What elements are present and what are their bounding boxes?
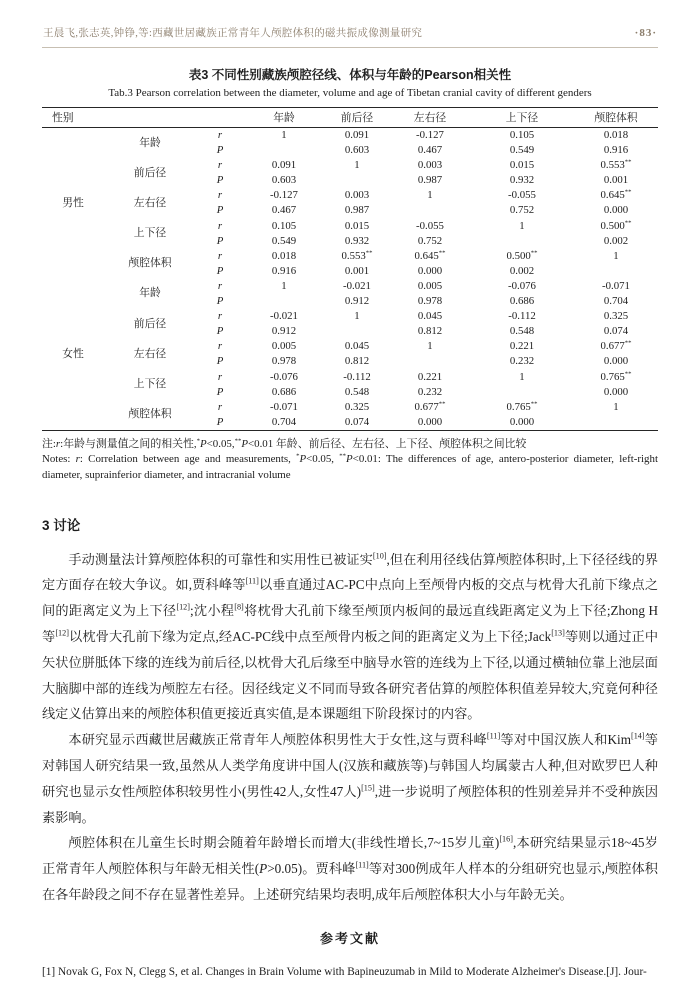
variable-cell: 左右径	[133, 196, 167, 209]
variable-cell: 上下径	[133, 378, 167, 391]
value-cell: 0.105	[271, 219, 297, 232]
table-row	[42, 158, 658, 173]
value-cell: 0.677**	[414, 400, 446, 413]
value-cell: -0.055	[508, 189, 536, 202]
discussion-heading: 3 讨论	[42, 517, 81, 533]
value-cell	[574, 264, 658, 279]
value-cell: 0.686	[509, 295, 535, 308]
variable-cell: 颅腔体积	[128, 408, 172, 421]
value-cell: 0.015	[344, 219, 370, 232]
value-cell: -0.071	[270, 400, 298, 413]
stat-label-cell: P	[216, 385, 224, 398]
value-cell: 0.932	[344, 234, 370, 247]
value-cell: 1	[613, 249, 619, 262]
value-cell: 0.603	[344, 144, 370, 157]
value-cell: 1	[519, 370, 525, 383]
value-cell: 0.645**	[600, 188, 632, 202]
table-row	[42, 219, 658, 234]
stat-label-cell: P	[216, 204, 224, 217]
value-cell: 0.987	[417, 174, 443, 187]
value-cell: 0.686	[271, 385, 297, 398]
reference-item: [1] Novak G, Fox N, Clegg S, et al. Changes in Brain Volume with Bapineuzumab in Mild to Moderate Alzheimer's Disease.[J]. Jour-	[42, 965, 647, 978]
value-cell: 0.978	[417, 295, 443, 308]
value-cell: 0.812	[417, 325, 443, 338]
value-cell: 0.074	[603, 325, 629, 338]
stat-label-cell: r	[217, 159, 223, 172]
value-cell: 0.018	[271, 249, 297, 262]
column-header: 年龄	[244, 108, 324, 128]
running-head	[42, 25, 658, 48]
gender-cell: 女性	[62, 347, 84, 360]
value-cell: -0.021	[270, 310, 298, 323]
value-cell: 0.603	[271, 174, 297, 187]
stat-label-cell: r	[217, 249, 223, 262]
stat-label-cell: r	[217, 400, 223, 413]
value-cell: 0.765**	[600, 369, 632, 383]
discussion-paragraph: 本研究显示西藏世居藏族正常青年人颅腔体积男性大于女性,这与贾科峰[11]等对中国汉族人和Kim[14]等对韩国人研究结果一致,虽然从人类学角度讲中国人(汉族和藏族等)与韩国人均属蒙古人种,但对欧罗巴人种研究也显示女性颅腔体积较男性小(男性42人,女性47人)[15],进一步说明了颅腔体积的性别差异并不受种族因素影响。	[42, 731, 659, 825]
table-row	[42, 279, 658, 294]
pearson-correlation-table	[42, 107, 658, 431]
value-cell: 0.752	[509, 204, 535, 217]
value-cell: 0.003	[344, 189, 370, 202]
column-header: 前后径	[324, 108, 390, 128]
column-header: 左右径	[390, 108, 470, 128]
value-cell: 0.912	[344, 295, 370, 308]
table-row	[42, 339, 658, 354]
value-cell	[390, 354, 470, 369]
value-cell	[470, 234, 574, 249]
table-row	[42, 188, 658, 203]
value-cell: 0.015	[509, 159, 535, 172]
value-cell: 0.005	[417, 279, 443, 292]
running-head-title: 王晨飞,张志英,钟铮,等:西藏世居藏族正常青年人颅腔体积的磁共振成像测量研究	[43, 28, 423, 39]
discussion-paragraph: 手动测量法计算颅腔体积的可靠性和实用性已被证实[10],但在利用径线估算颅腔体积时,上下径径线的界定方面存在较大争议。如,贾科峰等[11]以垂直通过AC-PC中点向上至颅骨内板的交点与枕骨大孔前下缘点之间的距离定义为上下径[12];沈小程[8]将枕骨大孔前下缘至颅顶内板间的最远直线距离定义为上下径;Zhong H等[12]以枕骨大孔前下缘为定点,经AC-PC线中点至颅骨内板之间的距离定义为上下径;Jack[13]等则以通过正中矢状位胼胝体下缘的连线为前后径,以枕骨大孔后缘至中脑导水管的连线为上下径,以通过横轴位靠上池层面大脑脚中部的连线为颅腔左右径。因径线定义不同而导致各研究者估算的颅腔体积值差异较大,究竟何种径线定义估算出来的颅腔体积值更接近真实值,是本课题组下阶段探讨的内容。	[42, 551, 659, 722]
column-header-variable	[104, 108, 196, 128]
stat-label-cell: P	[216, 295, 224, 308]
value-cell: 0.916	[271, 264, 297, 277]
variable-cell: 前后径	[133, 317, 167, 330]
value-cell: 0.325	[344, 400, 370, 413]
variable-cell: 上下径	[133, 227, 167, 240]
value-cell: 0.812	[344, 355, 370, 368]
value-cell: 0.765**	[506, 400, 538, 413]
value-cell: 1	[427, 189, 433, 202]
table-row	[42, 309, 658, 324]
value-cell: 0.221	[417, 370, 443, 383]
value-cell: 0.105	[509, 129, 535, 141]
variable-cell: 颅腔体积	[128, 257, 172, 270]
value-cell: 0.018	[603, 129, 629, 141]
value-cell: 1	[427, 340, 433, 353]
value-cell: 0.987	[344, 204, 370, 217]
value-cell: 0.045	[344, 340, 370, 353]
stat-label-cell: P	[216, 355, 224, 368]
references-heading: 参考文献	[319, 930, 380, 946]
column-header-gender: 性别	[42, 108, 104, 128]
reference-list	[42, 964, 658, 980]
gender-cell: 男性	[62, 196, 84, 209]
stat-label-cell: P	[216, 264, 224, 277]
page-number: ·83·	[634, 27, 657, 39]
value-cell: 1	[354, 159, 360, 172]
stat-label-cell: r	[217, 340, 223, 353]
stat-label-cell: r	[217, 219, 223, 232]
value-cell: 0.000	[603, 355, 629, 368]
value-cell: 0.000	[603, 204, 629, 217]
table-title-cn: 表3 不同性别藏族颅腔径线、体积与年龄的Pearson相关性	[188, 68, 512, 82]
value-cell	[574, 415, 658, 431]
variable-cell: 左右径	[133, 347, 167, 360]
value-cell: 0.548	[509, 325, 535, 338]
value-cell: 0.704	[271, 415, 297, 428]
table-row	[42, 128, 658, 144]
value-cell: -0.021	[343, 279, 371, 292]
value-cell	[470, 385, 574, 400]
table-row	[42, 370, 658, 385]
value-cell: 0.553**	[600, 158, 632, 172]
value-cell: 0.752	[417, 234, 443, 247]
value-cell: -0.112	[508, 310, 536, 323]
value-cell	[390, 203, 470, 218]
column-header: 上下径	[470, 108, 574, 128]
value-cell: 0.500**	[600, 218, 632, 232]
value-cell: -0.076	[508, 279, 536, 292]
value-cell: 0.677**	[600, 339, 632, 353]
stat-label-cell: r	[217, 310, 223, 323]
table-row	[42, 400, 658, 415]
value-cell: -0.112	[343, 370, 371, 383]
value-cell: 0.932	[509, 174, 535, 187]
table-note-en: Notes: r: Correlation between age and measurements, *P<0.05, **P<0.01: The differences of age, antero-posterior diameter, left-right diameter, suprainferior diameter, and intracranial volume	[42, 452, 658, 482]
value-cell: 0.002	[603, 234, 629, 247]
value-cell: 1	[519, 219, 525, 232]
value-cell: 0.978	[271, 355, 297, 368]
value-cell: 0.704	[603, 295, 629, 308]
value-cell: 0.045	[417, 310, 443, 323]
value-cell: 0.232	[509, 355, 535, 368]
value-cell: 0.916	[603, 144, 629, 157]
value-cell: 0.091	[344, 129, 370, 141]
value-cell	[244, 294, 324, 309]
value-cell	[324, 173, 390, 188]
table-row	[42, 249, 658, 264]
stat-label-cell: P	[216, 144, 224, 157]
value-cell: 0.645**	[414, 249, 446, 262]
value-cell: 0.549	[271, 234, 297, 247]
value-cell: 0.549	[509, 144, 535, 157]
value-cell: 0.553**	[341, 249, 373, 262]
value-cell	[324, 324, 390, 339]
value-cell: 0.002	[509, 264, 535, 277]
table-title-en: Tab.3 Pearson correlation between the diameter, volume and age of Tibetan cranial cavity of different genders	[108, 87, 592, 99]
stat-label-cell: P	[216, 415, 224, 428]
stat-label-cell: r	[217, 189, 223, 202]
column-header-stat	[196, 108, 244, 128]
value-cell: 0.005	[271, 340, 297, 353]
value-cell: 0.548	[344, 385, 370, 398]
value-cell: 1	[354, 310, 360, 323]
stat-label-cell: P	[216, 325, 224, 338]
table-notes	[42, 437, 658, 484]
value-cell: 0.232	[417, 385, 443, 398]
stat-label-cell: r	[217, 129, 223, 141]
value-cell: 1	[613, 400, 619, 413]
value-cell: 0.467	[271, 204, 297, 217]
value-cell: -0.127	[270, 189, 298, 202]
stat-label-cell: P	[216, 234, 224, 247]
value-cell: -0.076	[270, 370, 298, 383]
stat-label-cell: r	[217, 279, 223, 292]
column-header: 颅腔体积	[574, 108, 658, 128]
table-note-cn: 注:r:年龄与测量值之间的相关性,*P<0.05,**P<0.01 年龄、前后径、左右径、上下径、颅腔体积之间比较	[42, 437, 527, 450]
value-cell: 0.003	[417, 159, 443, 172]
value-cell: -0.055	[416, 219, 444, 232]
value-cell	[244, 143, 324, 158]
value-cell: 0.000	[603, 385, 629, 398]
value-cell: 0.500**	[506, 249, 538, 262]
stat-label-cell: r	[217, 370, 223, 383]
variable-cell: 前后径	[133, 166, 167, 179]
variable-cell: 年龄	[139, 136, 161, 149]
value-cell: 0.467	[417, 144, 443, 157]
value-cell: 0.000	[417, 415, 443, 428]
value-cell: 0.000	[509, 415, 535, 428]
stat-label-cell: P	[216, 174, 224, 187]
value-cell: 0.000	[417, 264, 443, 277]
value-cell: 0.001	[603, 174, 629, 187]
value-cell: 1	[281, 279, 287, 292]
discussion-paragraph: 颅腔体积在儿童生长时期会随着年龄增长而增大(非线性增长,7~15岁儿童)[16],本研究结果显示18~45岁正常青年人颅腔体积与年龄无相关性(P>0.05)。贾科峰[11]等对300例成年人样本的分组研究也显示,颅腔体积在各年龄段之间不存在显著性差异。上述研究结果均表明,成年后颅腔体积大小与年龄无关。	[42, 835, 658, 903]
value-cell: 0.221	[509, 340, 535, 353]
value-cell: 0.001	[344, 264, 370, 277]
value-cell: -0.071	[602, 279, 630, 292]
value-cell: 0.074	[344, 415, 370, 428]
value-cell: 0.912	[271, 325, 297, 338]
discussion-paragraphs	[42, 547, 658, 908]
value-cell: -0.127	[416, 129, 444, 141]
value-cell: 0.325	[603, 310, 629, 323]
variable-cell: 年龄	[139, 287, 161, 300]
value-cell: 0.091	[271, 159, 297, 172]
value-cell: 1	[281, 129, 287, 141]
